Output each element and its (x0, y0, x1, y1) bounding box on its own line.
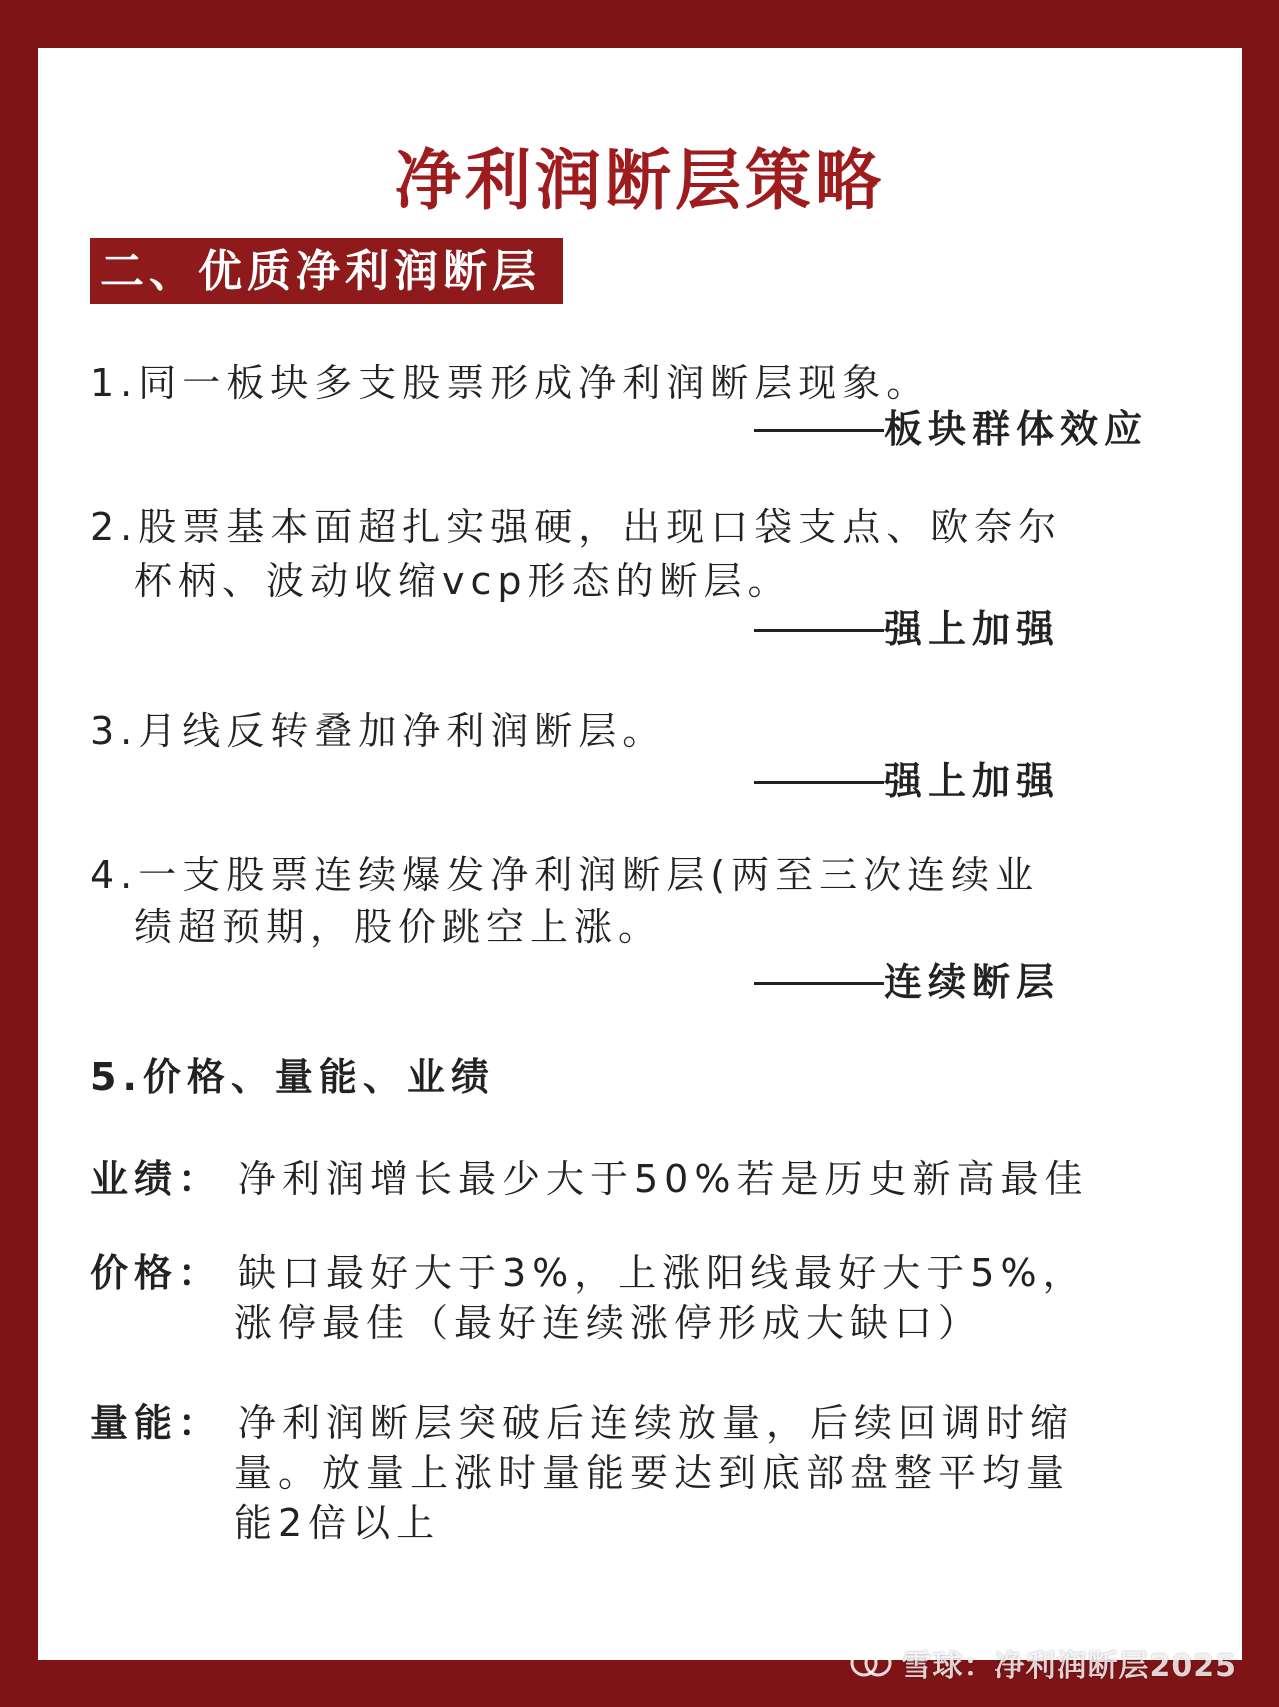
item-3-line-1: 3.月线反转叠加净利润断层。 (90, 709, 667, 753)
item-2-line-1: 2.股票基本面超扎实强硬，出现口袋支点、欧奈尔 (90, 505, 1063, 549)
price-label: 价格： (90, 1251, 223, 1295)
price-line-2: 涨停最佳（最好连续涨停形成大缺口） (234, 1301, 983, 1345)
volume-line-3: 能2倍以上 (234, 1501, 441, 1545)
item-4-line-1: 4.一支股票连续爆发净利润断层(两至三次连续业 (90, 853, 1040, 897)
item-1-tag: 板块群体效应 (884, 407, 1149, 451)
volume-label: 量能： (90, 1401, 223, 1445)
watermark-text: 雪球：净利润断层2025 (901, 1649, 1237, 1684)
point-5-heading: 5.价格、量能、业绩 (90, 1055, 495, 1099)
item-1-line-1: 1.同一板块多支股票形成净利润断层现象。 (90, 361, 931, 405)
section-heading: 二、优质净利润断层 (90, 238, 563, 304)
snowball-logo-icon (848, 1646, 894, 1680)
item-4-tag: 连续断层 (884, 960, 1061, 1004)
performance-label: 业绩： (90, 1157, 223, 1201)
volume-line-1: 净利润断层突破后连续放量，后续回调时缩 (238, 1401, 1075, 1445)
item-2-tag: 强上加强 (884, 607, 1061, 651)
item-3-tag: 强上加强 (884, 759, 1061, 803)
page-title: 净利润断层策略 (395, 142, 885, 219)
item-1-dash (754, 429, 884, 432)
price-line-1: 缺口最好大于3%，上涨阳线最好大于5%， (238, 1251, 1087, 1295)
watermark (848, 1641, 1238, 1685)
performance-line-1: 净利润增长最少大于50%若是历史新高最佳 (238, 1157, 1089, 1201)
item-3-dash (754, 781, 884, 784)
content-card (38, 48, 1242, 1660)
volume-line-2: 量。放量上涨时量能要达到底部盘整平均量 (234, 1451, 1071, 1495)
item-2-dash (754, 629, 884, 632)
item-2-line-2: 杯柄、波动收缩vcp形态的断层。 (134, 559, 792, 603)
item-4-line-2: 绩超预期，股价跳空上涨。 (134, 905, 663, 949)
item-4-dash (754, 982, 884, 985)
